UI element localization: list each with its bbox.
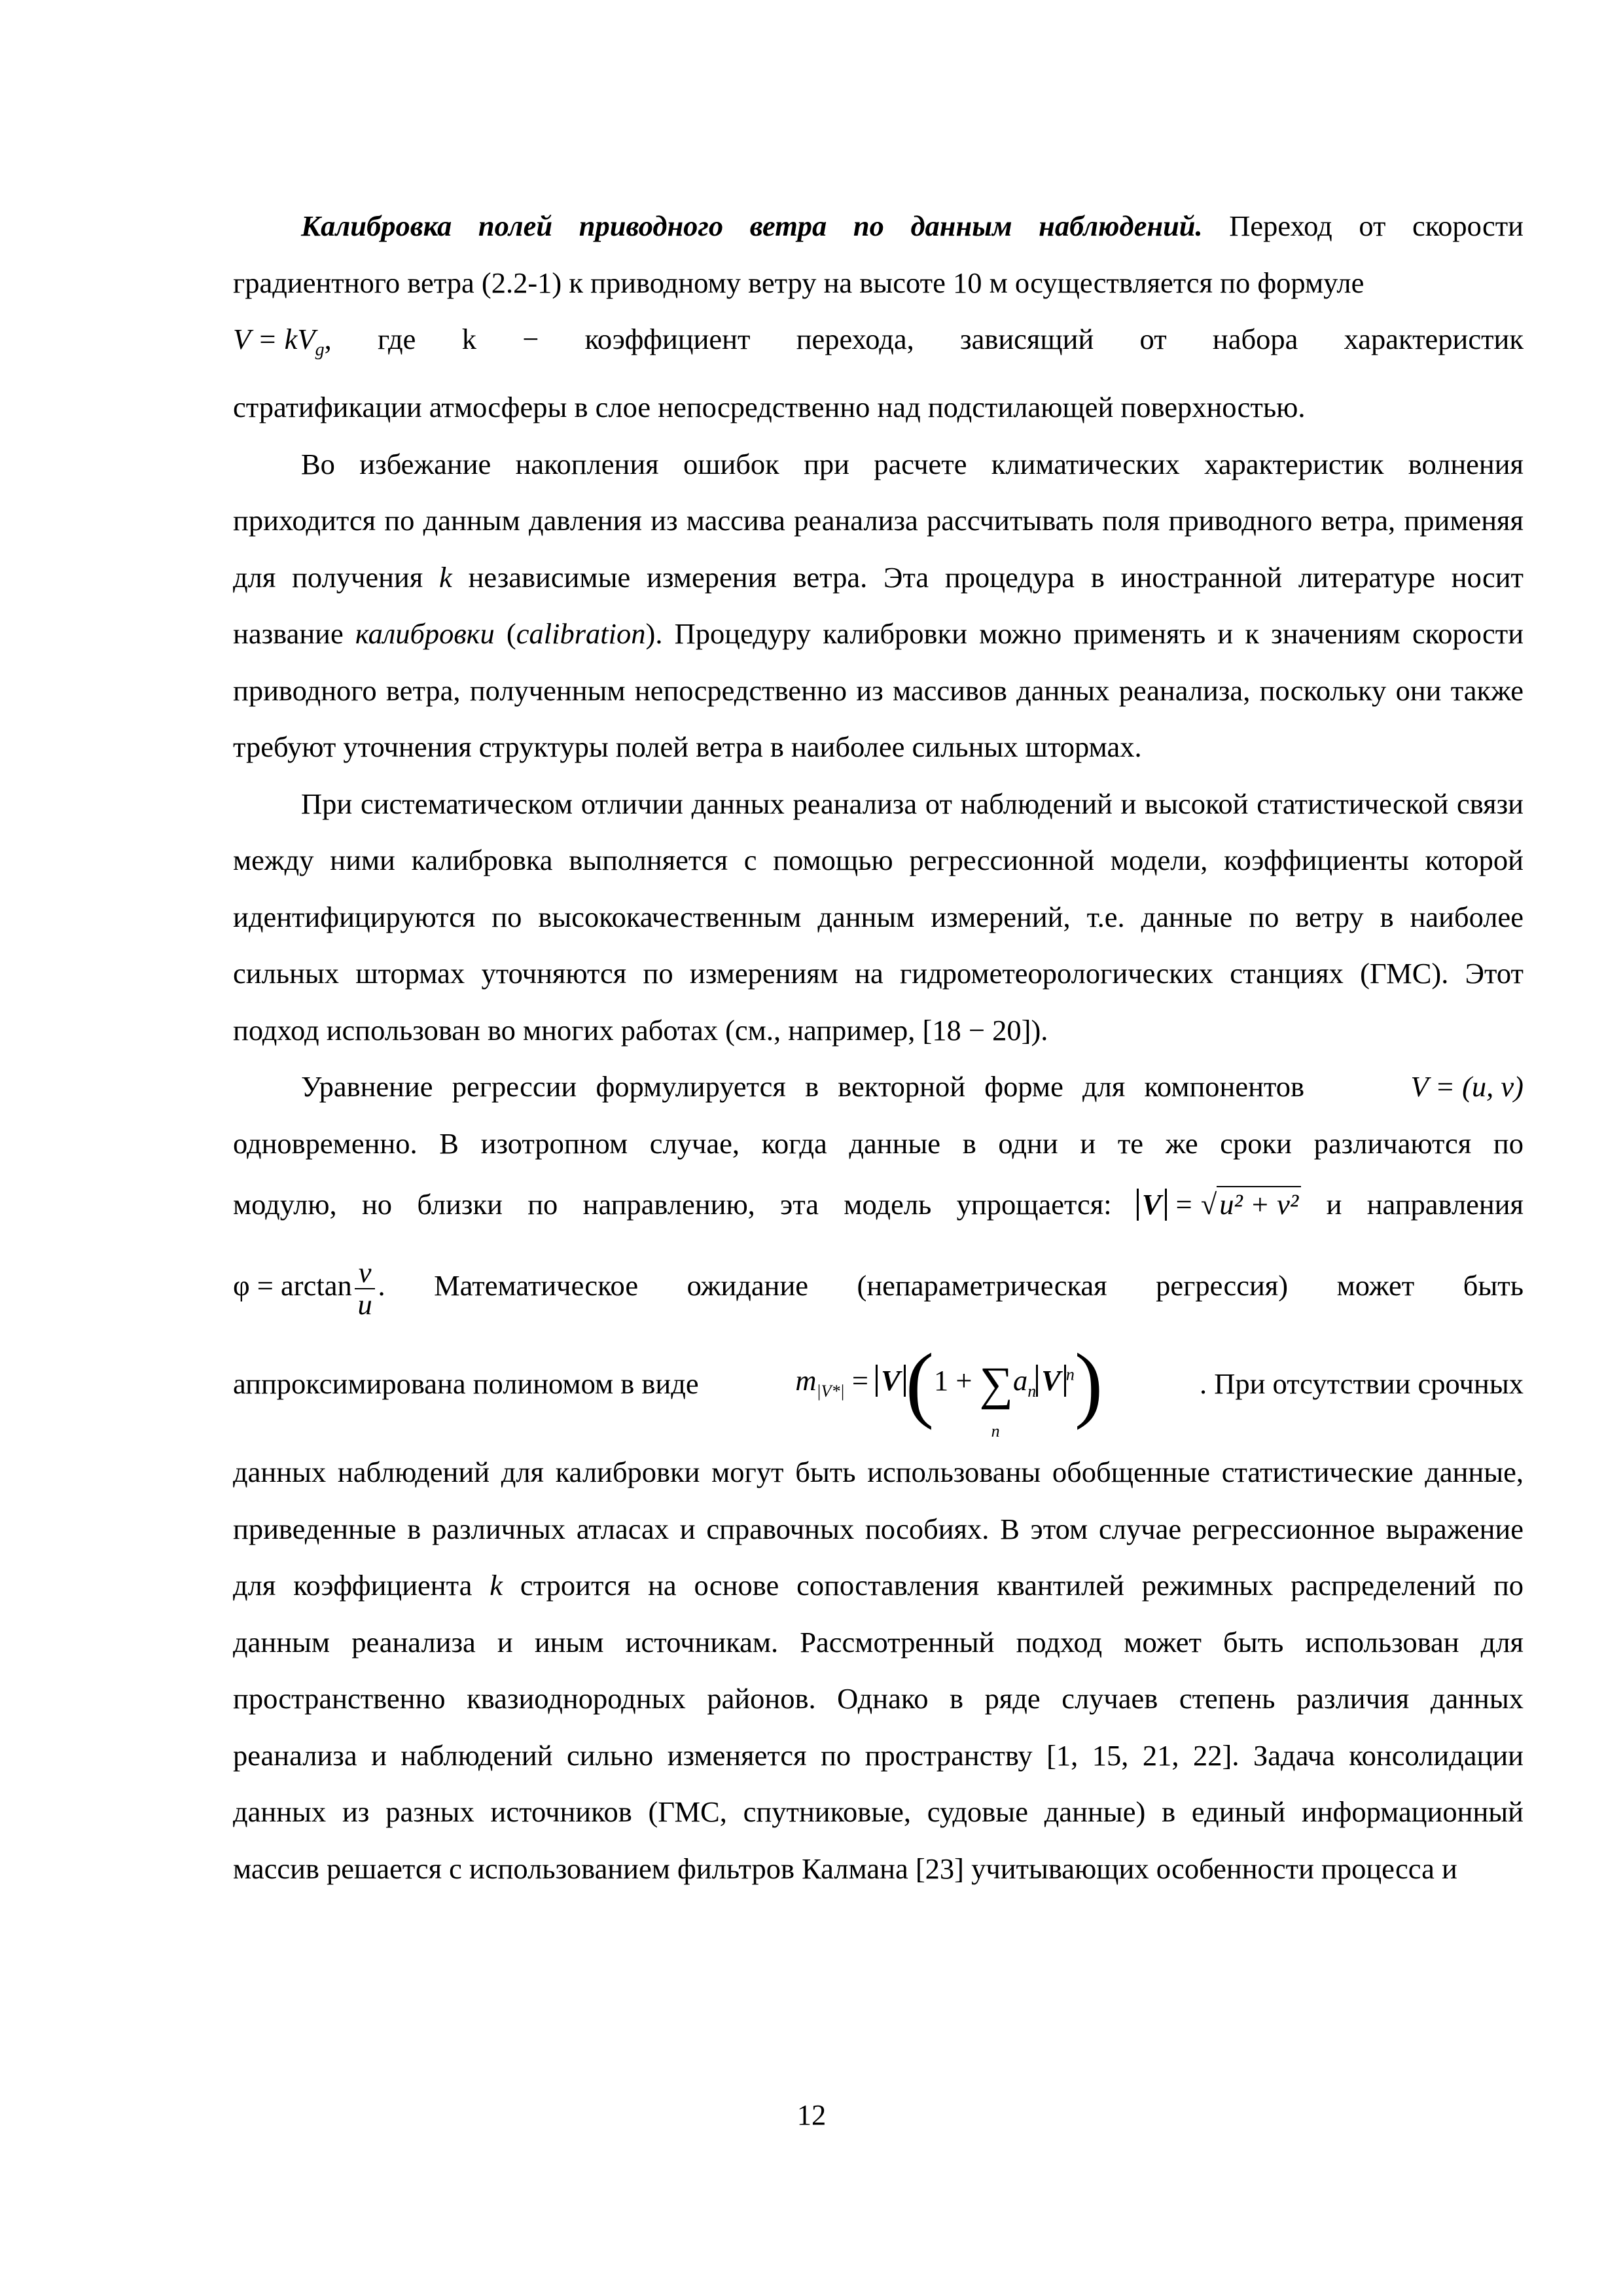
formula-line-direction: φ = arctan $\frac{v}{u}$ . Математическое ожидание (непараметрическая регрессия) может быть [233, 1245, 1524, 1326]
paragraph-line: одновременно. В изотропном случае, когда данные в одни и те же сроки различаются по [233, 1126, 1524, 1160]
formula-v-uv: V = (u, v) [1410, 1070, 1524, 1103]
formula-expectation: $m_{|V*|} = V(1$ + ∑ n $a_n$ V $^n$) [795, 1336, 1103, 1441]
page-content [233, 198, 1524, 1897]
page-number: 12 [796, 2098, 827, 2131]
formula-line: $V = kV_g$, где k − коэффициент перехода, зависящий от набора характеристик [233, 311, 1524, 379]
sum-symbol: ∑ n [979, 1357, 1013, 1441]
formula-line-expectation: аппроксимирована полиномом в виде $m_{|V*|} = V(1$ + ∑ n $a_n$ V $^n$) . При отсутствии срочных [233, 1336, 1524, 1441]
paragraph-line: стратификации атмосферы в слое непосредственно над подстилающей поверхностью. [233, 391, 1306, 423]
formula-v-kvg: $V = kV_g$ [233, 323, 325, 360]
formula-direction: φ = arctan $\frac{v}{u}$ [233, 1245, 378, 1326]
paragraph-regression: Уравнение регрессии формулируется в векторной форме для компонентов V = (u, v) [233, 1058, 1524, 1115]
paragraph-calibration-intro: Калибровка полей приводного ветра по данным наблюдений. Переход от скорости градиентного ветра (2.2-1) к приводному ветру на высоте 10 м осуществляется по формуле [233, 209, 1524, 299]
paragraph-avoid-errors: Во избежание накопления ошибок при расчете климатических характеристик волнения приходится по данным давления из массива реанализа рассчитывать поля приводного ветра, применяя для получения k независимые измерения ветра. Эта процедура в иностранной литературе носит название калибровки (calibration). Процедуру калибровки можно применять и к значениям скорости приводного ветра, полученным непосредственно из массивов данных реанализа, поскольку они также требуют уточнения структуры полей ветра в наиболее сильных штормах. [233, 447, 1524, 763]
formula-modulus: V = √u² + v² [1137, 1172, 1301, 1237]
paragraph-systematic: При систематическом отличии данных реанализа от наблюдений и высокой статистической связи между ними калибровка выполняется с помощью регрессионной модели, коэффициенты которой идентифицируются по высококачественным данным измерений, т.е. данные по ветру в наиболее сильных штормах уточняются по измерениям на гидрометеорологических станциях (ГМС). Этот подход использован во многих работах (см., например, [18 − 20]). [233, 787, 1524, 1047]
section-run-in-title: Калибровка полей приводного ветра по данным наблюдений. [301, 209, 1203, 242]
paragraph-no-observations: данных наблюдений для калибровки могут быть использованы обобщенные статистические данные, приведенные в различных атласах и справочных пособиях. В этом случае регрессионное выражение для коэффициента k строится на основе сопоставления квантилей режимных распределений по данным реанализа и иным источникам. Рассмотренный подход может быть использован для пространственно квазиоднородных районов. Однако в ряде случаев степень различия данных реанализа и наблюдений сильно изменяется по пространству [1, 15, 21, 22]. Задача консолидации данных из разных источников (ГМС, спутниковые, судовые данные) в единый информационный массив решается с использованием фильтров Калмана [23] учитывающих особенности процесса и [233, 1456, 1524, 1885]
formula-line-modulus: модулю, но близки по направлению, эта модель упрощается: V = √u² + v² и направления [233, 1172, 1524, 1245]
